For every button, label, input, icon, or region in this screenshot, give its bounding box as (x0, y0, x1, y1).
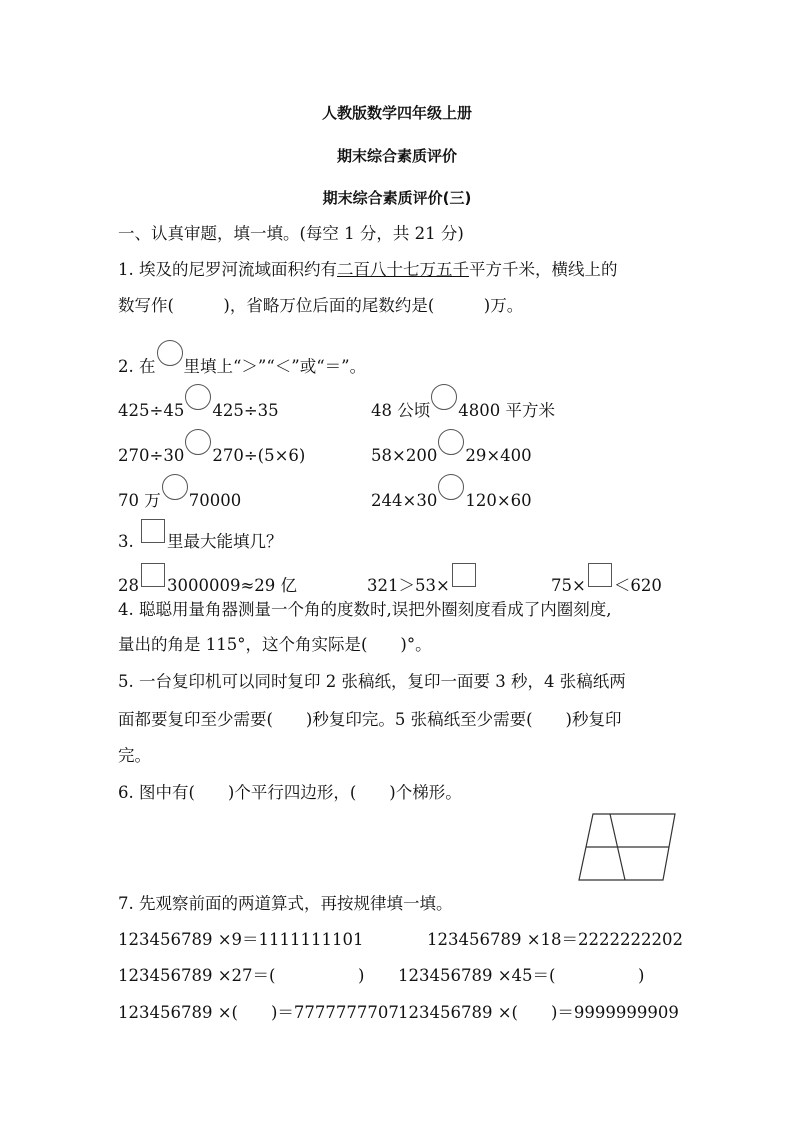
expr-right: 3000009≈29 亿 (167, 576, 298, 595)
question-3-prompt (118, 519, 283, 552)
expr-right: 270÷(5×6) (212, 446, 306, 465)
expr-right: ＜620 (613, 576, 662, 595)
book-title: 人教版数学四年级上册 (321, 104, 472, 122)
q7-row-1-left: 123456789 ×9＝1111111101 (118, 930, 364, 949)
question-2-prompt (118, 340, 366, 377)
q2-row-1a (118, 384, 279, 421)
q7-row-3-right: 123456789 ×( )＝9999999909 (398, 1003, 679, 1022)
expr-right: 120×60 (465, 491, 532, 510)
expr-left: 58×200 (371, 446, 438, 465)
expr-left: 28 (118, 576, 139, 595)
q1-underlined-number: 二百八十七万五千 (337, 260, 469, 279)
answer-box[interactable] (588, 563, 612, 587)
q2-suffix: 里填上“＞”“＜”或“＝”。 (183, 357, 367, 376)
q2-row-3a (118, 474, 241, 511)
q2-row-3b (371, 474, 532, 511)
answer-circle[interactable] (162, 474, 188, 500)
question-1-line-1 (118, 260, 618, 280)
expr-right: 29×400 (465, 446, 532, 465)
question-4-line-2: 量出的角是 115°，这个角实际是( )°。 (118, 635, 432, 654)
q3-item-1 (118, 563, 297, 596)
question-7-prompt: 7. 先观察前面的两道算式，再按规律填一填。 (118, 894, 453, 913)
q7-row-2-right: 123456789 ×45＝( ) (398, 966, 645, 985)
answer-box[interactable] (452, 563, 476, 587)
q3-item-3 (551, 563, 662, 596)
answer-circle[interactable] (185, 429, 211, 455)
q2-row-2b (371, 429, 532, 466)
expr-left: 425÷45 (118, 401, 185, 420)
q3-suffix: 里最大能填几？ (167, 532, 283, 551)
expr-left: 244×30 (371, 491, 438, 510)
parallelogram-figure (575, 810, 681, 884)
answer-circle[interactable] (157, 340, 183, 366)
answer-box[interactable] (141, 519, 165, 543)
expr-left: 75× (551, 576, 586, 595)
q2-row-1b (371, 384, 555, 421)
q2-prefix: 2. 在 (118, 357, 156, 376)
q7-row-2-left: 123456789 ×27＝( ) (118, 966, 365, 985)
answer-circle[interactable] (431, 384, 457, 410)
q3-prefix: 3. (118, 532, 139, 551)
question-4-line-1: 4. 聪聪用量角器测量一个角的度数时,误把外圈刻度看成了内圈刻度, (118, 600, 612, 619)
question-5-line-3: 完。 (118, 746, 151, 765)
expr-left: 48 公顷 (371, 401, 431, 420)
section-heading: 一、认真审题，填一填。(每空 1 分，共 21 分) (118, 224, 464, 243)
question-1-line-2: 数写作( )，省略万位后面的尾数约是( )万。 (118, 296, 524, 315)
q7-row-3-left: 123456789 ×( )＝7777777707 (118, 1003, 399, 1022)
question-5-line-1: 5. 一台复印机可以同时复印 2 张稿纸，复印一面要 3 秒，4 张稿纸两 (118, 672, 626, 691)
expr-left: 321＞53× (367, 576, 450, 595)
q3-item-2 (367, 563, 478, 596)
q7-row-1-right: 123456789 ×18＝2222222202 (427, 930, 684, 949)
exam-subtitle: 期末综合素质评价(三) (322, 189, 472, 207)
q1-suffix: 平方千米，横线上的 (469, 260, 618, 279)
expr-left: 70 万 (118, 491, 161, 510)
answer-box[interactable] (141, 563, 165, 587)
question-6-line-1: 6. 图中有( )个平行四边形，( )个梯形。 (118, 783, 462, 802)
q1-prefix: 1. 埃及的尼罗河流域面积约有 (118, 260, 337, 279)
answer-circle[interactable] (438, 429, 464, 455)
exam-title: 期末综合素质评价 (336, 147, 457, 165)
question-5-line-2: 面都要复印至少需要( )秒复印完。5 张稿纸至少需要( )秒复印 (118, 710, 622, 729)
answer-circle[interactable] (438, 474, 464, 500)
expr-right: 70000 (188, 491, 242, 510)
expr-right: 425÷35 (212, 401, 279, 420)
q2-row-2a (118, 429, 305, 466)
answer-circle[interactable] (185, 384, 211, 410)
expr-right: 4800 平方米 (458, 401, 555, 420)
expr-left: 270÷30 (118, 446, 185, 465)
